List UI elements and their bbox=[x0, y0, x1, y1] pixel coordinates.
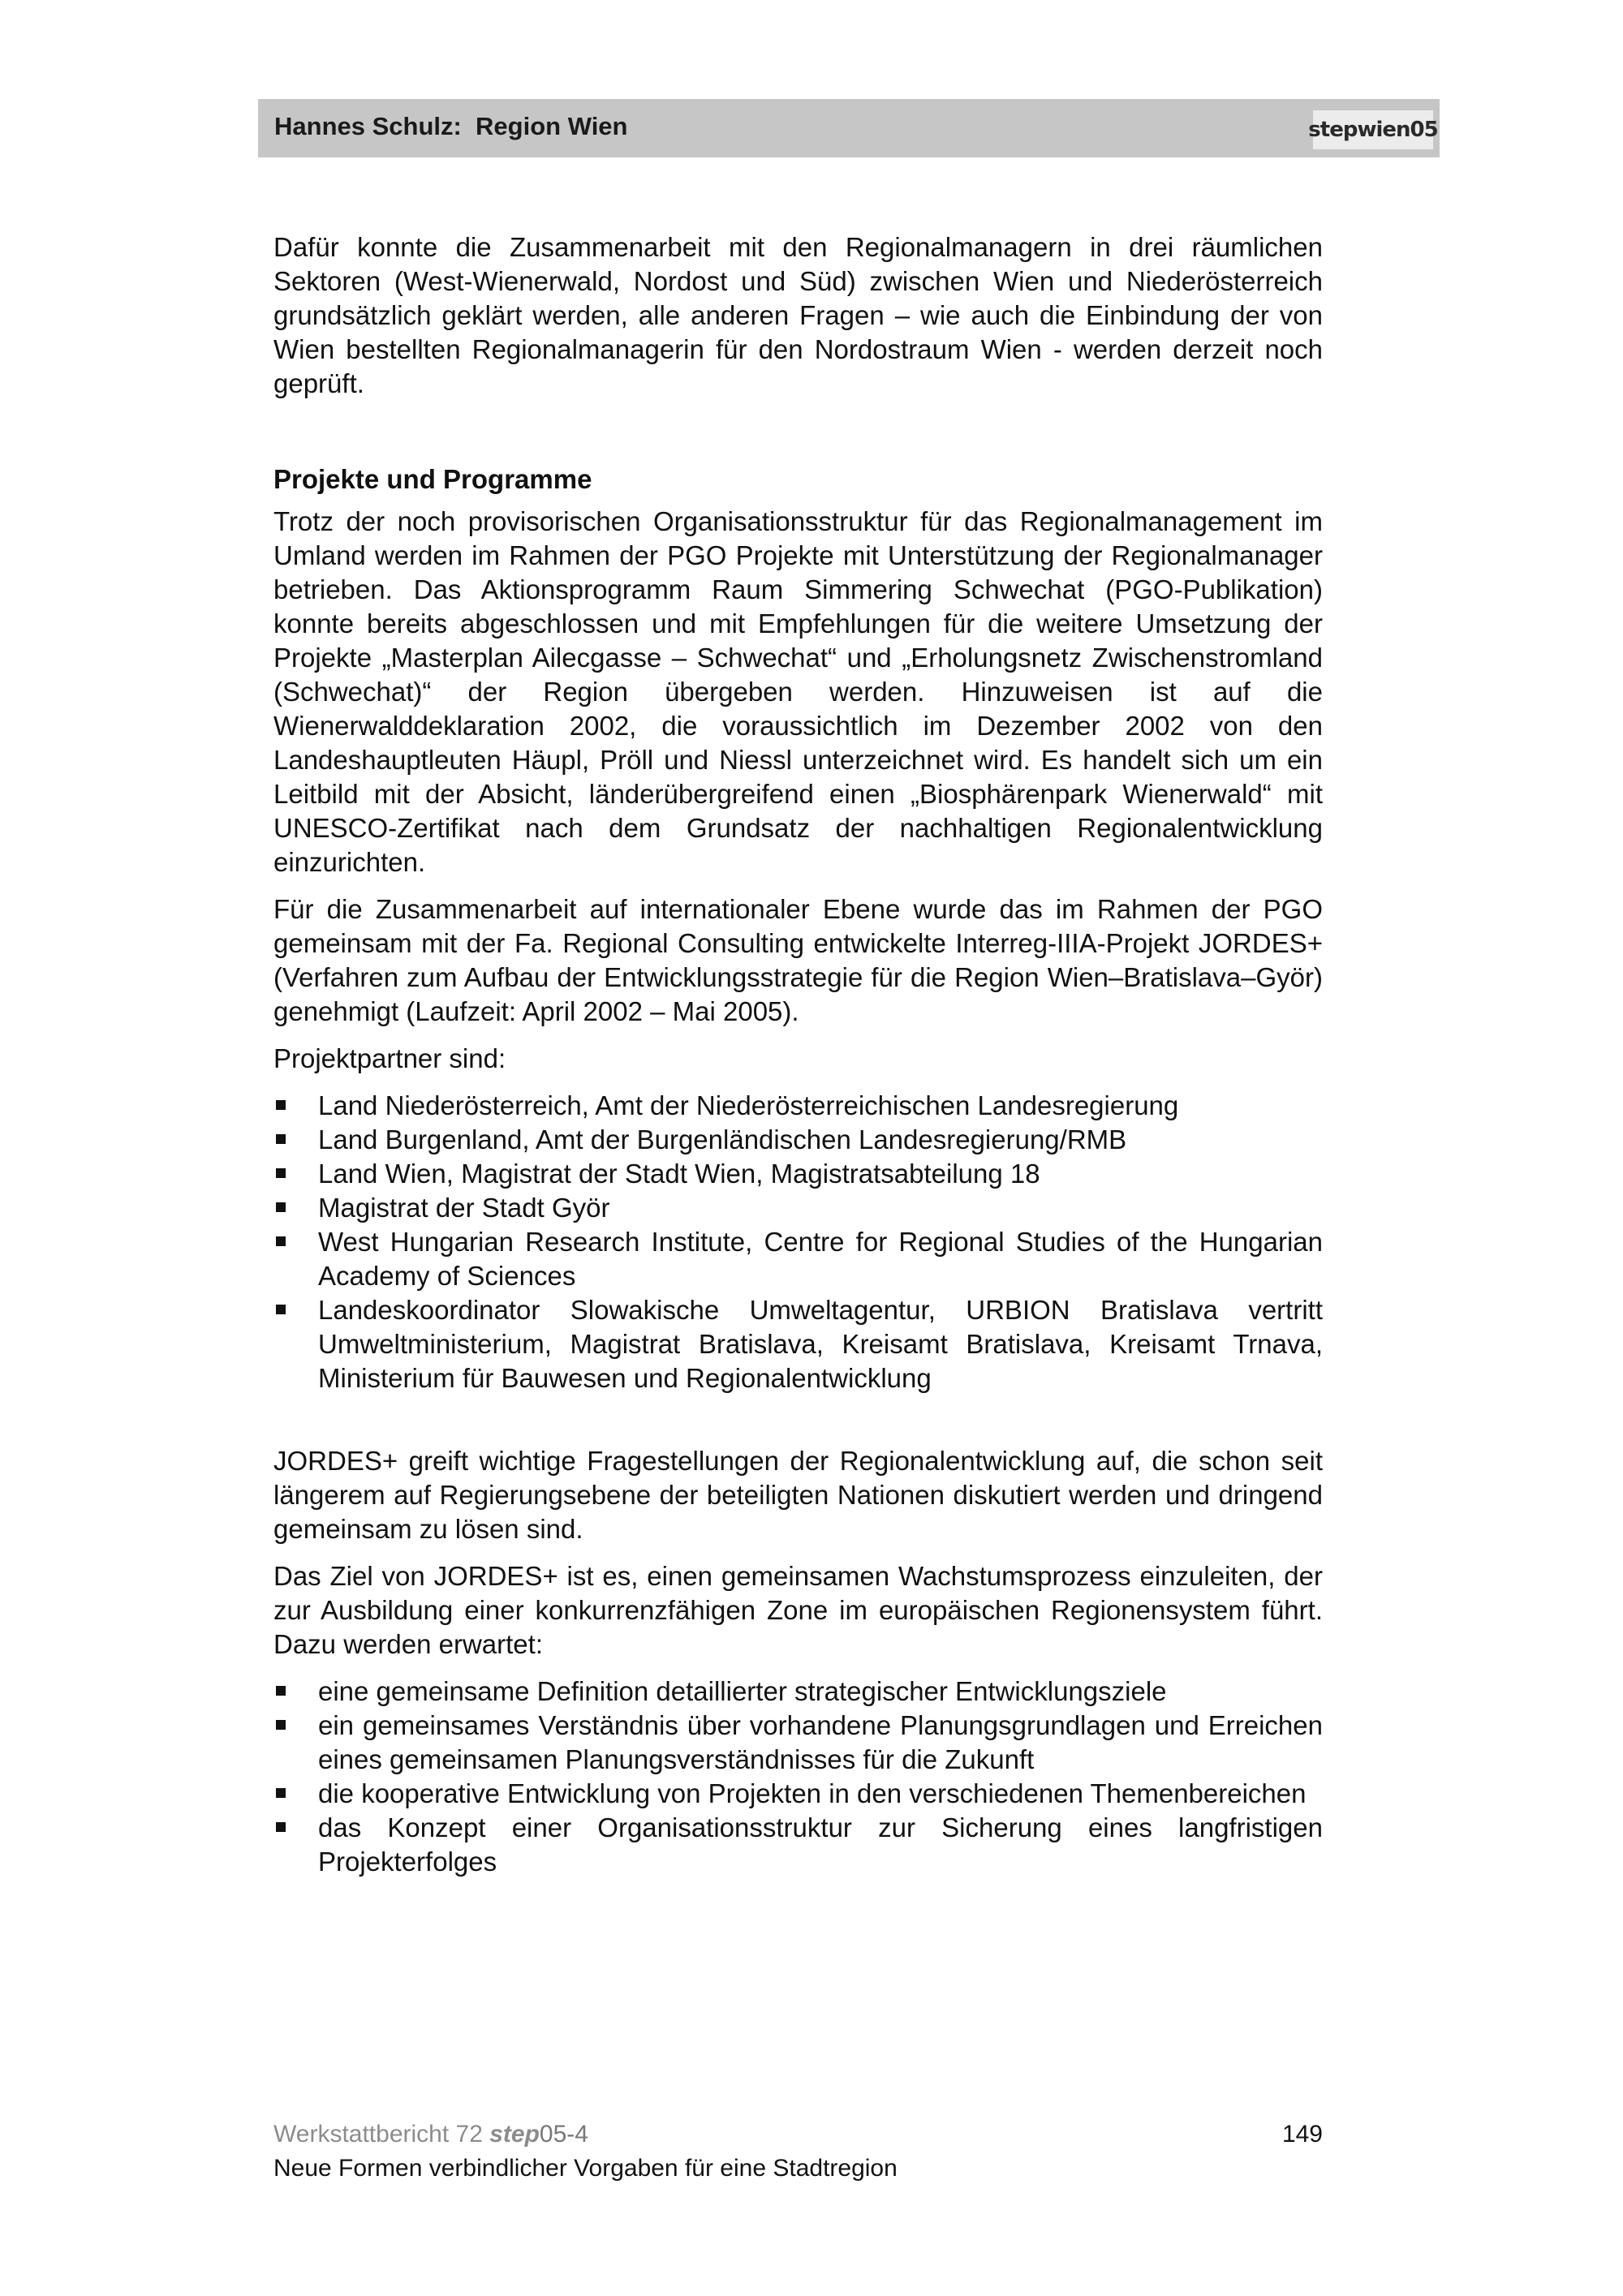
list-item: West Hungarian Research Institute, Centre for Regional Studies of the Hungarian Academy of Sciences bbox=[273, 1225, 1323, 1293]
paragraph-jordes-topics: JORDES+ greift wichtige Fragestellungen der Regionalentwicklung auf, die schon seit längerem auf Regierungsebene der beteiligten Nationen diskutiert werden und dringend gemeinsam zu lösen sind. bbox=[273, 1446, 1323, 1544]
logo-text: stepwien05 bbox=[1308, 118, 1438, 142]
footer-step-number: 05-4 bbox=[539, 2121, 588, 2148]
page-footer bbox=[273, 2118, 1323, 2186]
list-item: eine gemeinsame Definition detaillierter strategischer Entwicklungsziele bbox=[273, 1675, 1323, 1709]
list-item: das Konzept einer Organisationsstruktur zur Sicherung eines langfristigen Projekterfolges bbox=[273, 1811, 1323, 1879]
list-item: Land Niederösterreich, Amt der Niederösterreichischen Landesregierung bbox=[273, 1089, 1323, 1123]
page-header bbox=[258, 99, 1440, 157]
main-content bbox=[273, 230, 1323, 1879]
list-item: Magistrat der Stadt Györ bbox=[273, 1191, 1323, 1225]
paragraph-jordes-goal: Das Ziel von JORDES+ ist es, einen gemeinsamen Wachstumsprozess einzuleiten, der zur Ausbildung einer konkurrenzfähigen Zone im europäischen Regionensystem führt. Dazu werden erwartet: bbox=[273, 1561, 1323, 1659]
footer-report-line bbox=[273, 2118, 588, 2152]
paragraph-international: Für die Zusammenarbeit auf internationaler Ebene wurde das im Rahmen der PGO gemeinsam mit der Fa. Regional Consulting entwickelte Interreg-IIIA-Projekt JORDES+ (Verfahren zum Aufbau der Entwicklungsstrategie für die Region Wien–Bratislava–Györ) genehmigt (Laufzeit: April 2002 – Mai 2005). bbox=[273, 894, 1323, 1026]
list-item: Landeskoordinator Slowakische Umweltagentur, URBION Bratislava vertritt Umweltministerium, Magistrat Bratislava, Kreisamt Bratislava, Kreisamt Trnava, Ministerium für Bauwesen und Regionalentwicklung bbox=[273, 1293, 1323, 1395]
paragraph-programs: Trotz der noch provisorischen Organisationsstruktur für das Regionalmanagement im Umland werden im Rahmen der PGO Projekte mit Unterstützung der Regionalmanager betrieben. Das Aktionsprogramm Raum Simmering Schwechat (PGO-Publikation) konnte bereits abgeschlossen und mit Empfehlungen für die weitere Umsetzung der Projekte „Masterplan Ailecgasse – Schwechat“ und „Erholungsnetz Zwischenstromland (Schwechat)“ der Region übergeben werden. Hinzuweisen ist auf die Wienerwalddeklaration 2002, die voraussichtlich im Dezember 2002 von den Landeshauptleuten Häupl, Pröll und Niessl unterzeichnet wird. Es handelt sich um ein Leitbild mit der Absicht, länderübergreifend einen „Biosphärenpark Wienerwald“ mit UNESCO-Zertifikat nach dem Grundsatz der nachhaltigen Regionalentwicklung einzurichten. bbox=[273, 506, 1323, 877]
footer-report: Werkstattbericht 72 bbox=[273, 2121, 490, 2148]
stepwien-logo bbox=[1308, 110, 1438, 149]
list-item: die kooperative Entwicklung von Projekten in den verschiedenen Themenbereichen bbox=[273, 1777, 1323, 1811]
list-item: Land Wien, Magistrat der Stadt Wien, Magistratsabteilung 18 bbox=[273, 1157, 1323, 1191]
footer-step: step bbox=[489, 2121, 540, 2148]
list-item: Land Burgenland, Amt der Burgenländischen Landesregierung/RMB bbox=[273, 1123, 1323, 1157]
list-item: ein gemeinsames Verständnis über vorhandene Planungsgrundlagen und Erreichen eines gemeinsamen Planungsverständnisses für die Zukunft bbox=[273, 1709, 1323, 1777]
footer-subtitle: Neue Formen verbindlicher Vorgaben für eine Stadtregion bbox=[273, 2155, 898, 2182]
partners-intro: Projektpartner sind: bbox=[273, 1043, 506, 1073]
partners-list bbox=[273, 1089, 1323, 1395]
intro-paragraph: Dafür konnte die Zusammenarbeit mit den Regionalmanagern in drei räumlichen Sektoren (West-Wienerwald, Nordost und Süd) zwischen Wien und Niederösterreich grundsätzlich geklärt werden, alle anderen Fragen – wie auch die Einbindung der von Wien bestellten Regionalmanagerin für den Nordostraum Wien - werden derzeit noch geprüft. bbox=[273, 232, 1323, 398]
header-title: Hannes Schulz: Region Wien bbox=[274, 112, 628, 140]
expectations-list bbox=[273, 1675, 1323, 1879]
section-heading: Projekte und Programme bbox=[273, 464, 592, 494]
page-number: 149 bbox=[1281, 2121, 1323, 2148]
